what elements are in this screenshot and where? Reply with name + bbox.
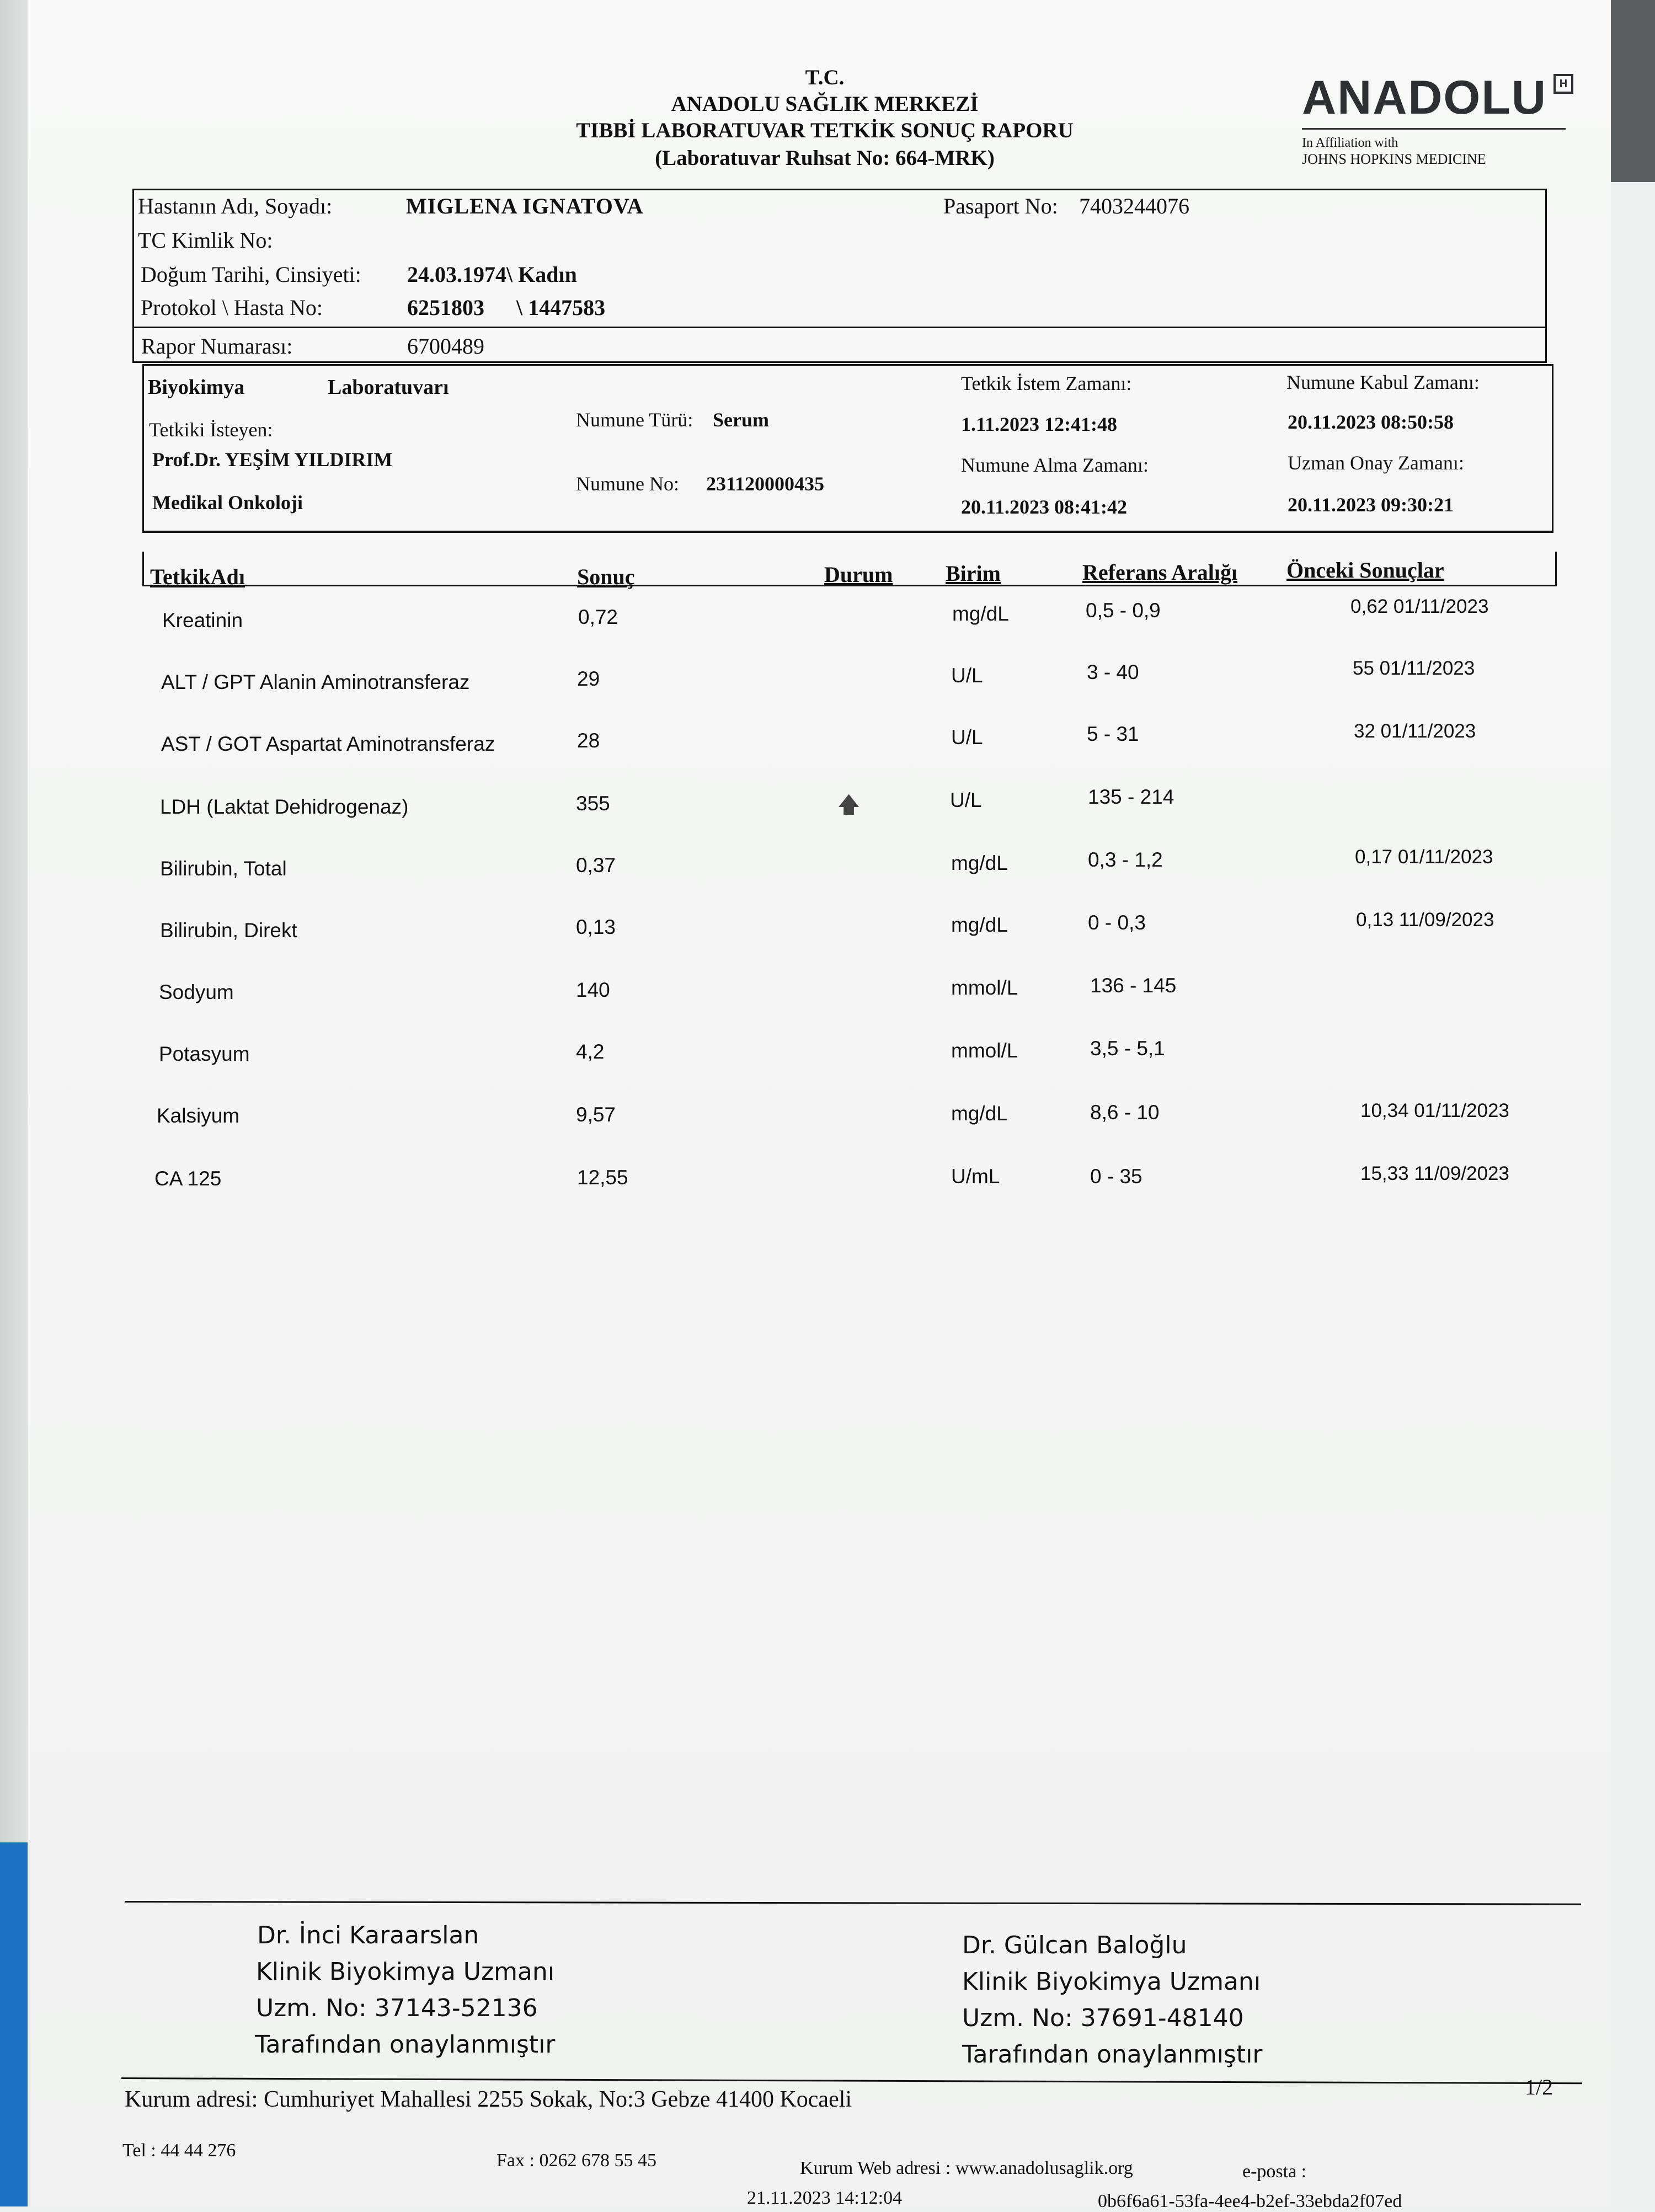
page-number: 1/2: [1525, 2075, 1553, 2099]
row-range: 0 - 35: [1090, 1165, 1143, 1188]
request-time-label: Tetkik İstem Zamanı:: [961, 372, 1132, 394]
institution-email-label: e-posta :: [1242, 2161, 1307, 2182]
row-unit: U/L: [950, 789, 982, 811]
left-signer-approval: Tarafından onaylanmıştır: [255, 2031, 556, 2059]
row-range: 3,5 - 5,1: [1090, 1037, 1165, 1060]
left-signer-number: Uzm. No: 37143-52136: [256, 1994, 538, 2022]
passport-label: Pasaport No:: [943, 194, 1058, 218]
collect-time-value: 20.11.2023 08:41:42: [961, 496, 1127, 518]
affiliation-partner: JOHNS HOPKINS MEDICINE: [1302, 151, 1486, 167]
patient-name-label: Hastanın Adı, Soyadı:: [138, 194, 333, 218]
row-range: 136 - 145: [1090, 974, 1177, 997]
row-previous: 0,17 01/11/2023: [1355, 846, 1493, 868]
right-signer-approval: Tarafından onaylanmıştır: [962, 2040, 1263, 2069]
row-result: 0,72: [578, 606, 618, 628]
column-header-result: Sonuç: [577, 564, 635, 589]
row-result: 355: [576, 792, 610, 815]
row-test-name: Bilirubin, Direkt: [160, 919, 297, 942]
status-high-arrow-icon: 🡅: [837, 792, 861, 818]
patient-no-value: \ 1447583: [516, 295, 606, 320]
column-header-status: Durum: [824, 562, 893, 587]
row-unit: U/L: [951, 726, 983, 749]
row-range: 0,5 - 0,9: [1086, 599, 1161, 622]
title-report: TIBBİ LABORATUVAR TETKİK SONUÇ RAPORU: [576, 119, 1074, 142]
row-previous: 0,62 01/11/2023: [1350, 596, 1489, 617]
lab-box-divider: [142, 531, 1553, 532]
title-tc: T.C.: [805, 66, 845, 89]
logo-divider: [1302, 128, 1566, 130]
row-unit: mmol/L: [951, 1039, 1018, 1062]
lab-name-part2: Laboratuvarı: [328, 376, 449, 399]
institution-fax: Fax : 0262 678 55 45: [496, 2150, 656, 2171]
anadolu-logo: ANADOLU: [1302, 71, 1547, 124]
row-test-name: Potasyum: [159, 1043, 250, 1065]
dob-value: 24.03.1974\ Kadın: [407, 262, 577, 287]
sample-type-value: Serum: [713, 409, 769, 431]
request-time-value: 1.11.2023 12:41:48: [961, 413, 1117, 435]
row-unit: mg/dL: [951, 1102, 1008, 1125]
row-test-name: Bilirubin, Total: [160, 857, 287, 880]
institution-address: Kurum adresi: Cumhuriyet Mahallesi 2255 Sokak, No:3 Gebze 41400 Kocaeli: [125, 2087, 852, 2112]
row-range: 8,6 - 10: [1090, 1101, 1160, 1124]
row-test-name: AST / GOT Aspartat Aminotransferaz: [161, 733, 495, 755]
row-range: 5 - 31: [1087, 723, 1139, 745]
department-name: Medikal Onkoloji: [152, 491, 303, 514]
title-license: (Laboratuvar Ruhsat No: 664-MRK): [655, 146, 995, 170]
patient-box-divider: [132, 327, 1547, 328]
accept-time-label: Numune Kabul Zamanı:: [1286, 371, 1480, 393]
column-header-unit: Birim: [946, 561, 1001, 586]
row-range: 135 - 214: [1088, 786, 1174, 808]
approve-time-value: 20.11.2023 09:30:21: [1288, 494, 1454, 516]
row-unit: mg/dL: [952, 602, 1009, 625]
dob-label: Doğum Tarihi, Cinsiyeti:: [141, 262, 361, 287]
institution-tel: Tel : 44 44 276: [122, 2140, 236, 2161]
row-unit: U/mL: [951, 1165, 1000, 1188]
print-timestamp: 21.11.2023 14:12:04: [747, 2188, 903, 2208]
sample-type-label: Numune Türü:: [576, 409, 693, 431]
protocol-value: 6251803: [407, 295, 484, 320]
row-test-name: Kreatinin: [162, 609, 243, 632]
document-hash: 0b6f6a61-53fa-4ee4-b2ef-33ebda2f07ed: [1098, 2191, 1402, 2211]
protocol-label: Protokol \ Hasta No:: [141, 295, 323, 320]
hospital-badge-icon: H: [1553, 74, 1573, 94]
footer-rule: [121, 2077, 1582, 2084]
column-header-previous: Önceki Sonuçlar: [1286, 558, 1444, 583]
row-previous: 10,34 01/11/2023: [1360, 1100, 1509, 1121]
row-previous: 15,33 11/09/2023: [1360, 1163, 1509, 1184]
accept-time-value: 20.11.2023 08:50:58: [1288, 411, 1454, 433]
report-number-label: Rapor Numarası:: [141, 334, 293, 359]
row-result: 140: [576, 979, 610, 1001]
tc-id-label: TC Kimlik No:: [138, 228, 273, 253]
passport-value: 7403244076: [1079, 194, 1189, 218]
signature-top-rule: [125, 1901, 1581, 1905]
row-result: 9,57: [576, 1103, 616, 1126]
sample-no-label: Numune No:: [576, 473, 679, 495]
column-header-range: Referans Aralığı: [1082, 560, 1238, 585]
row-previous: 32 01/11/2023: [1354, 720, 1476, 742]
row-unit: mg/dL: [951, 852, 1008, 874]
row-range: 0 - 0,3: [1088, 911, 1146, 934]
report-number-value: 6700489: [407, 334, 484, 359]
requester-name: Prof.Dr. YEŞİM YILDIRIM: [152, 448, 393, 471]
row-range: 3 - 40: [1087, 661, 1139, 683]
right-signer-name: Dr. Gülcan Baloğlu: [962, 1931, 1187, 1959]
row-result: 28: [577, 729, 600, 752]
institution-web: Kurum Web adresi : www.anadolusaglik.org: [800, 2158, 1133, 2178]
column-header-test: TetkikAdı: [150, 564, 245, 589]
left-signer-name: Dr. İnci Karaarslan: [257, 1921, 479, 1949]
sample-no-value: 231120000435: [706, 473, 825, 495]
row-result: 0,13: [576, 916, 616, 938]
row-result: 12,55: [577, 1166, 628, 1189]
right-signer-title: Klinik Biyokimya Uzmanı: [962, 1968, 1261, 1996]
lab-name-part1: Biyokimya: [148, 376, 245, 399]
lab-report-page: [28, 0, 1611, 2211]
row-unit: U/L: [951, 664, 983, 687]
title-institution: ANADOLU SAĞLIK MERKEZİ: [671, 92, 979, 116]
approve-time-label: Uzman Onay Zamanı:: [1288, 452, 1464, 474]
row-test-name: CA 125: [154, 1167, 222, 1190]
row-unit: mg/dL: [951, 913, 1008, 936]
requester-label: Tetkiki İsteyen:: [149, 419, 273, 441]
left-signer-title: Klinik Biyokimya Uzmanı: [256, 1958, 555, 1986]
patient-name-value: MIGLENA IGNATOVA: [406, 194, 644, 218]
row-test-name: ALT / GPT Alanin Aminotransferaz: [161, 671, 470, 693]
row-range: 0,3 - 1,2: [1088, 848, 1163, 871]
right-signer-number: Uzm. No: 37691-48140: [962, 2004, 1244, 2032]
affiliation-line: In Affiliation with: [1302, 136, 1398, 150]
collect-time-label: Numune Alma Zamanı:: [961, 454, 1149, 476]
row-result: 4,2: [576, 1040, 605, 1063]
row-test-name: Kalsiyum: [157, 1104, 240, 1127]
row-test-name: LDH (Laktat Dehidrogenaz): [160, 795, 409, 818]
row-previous: 0,13 11/09/2023: [1356, 909, 1494, 931]
row-unit: mmol/L: [951, 976, 1018, 999]
row-test-name: Sodyum: [159, 981, 234, 1003]
row-result: 0,37: [576, 854, 616, 877]
row-result: 29: [577, 667, 600, 690]
row-previous: 55 01/11/2023: [1353, 658, 1475, 679]
